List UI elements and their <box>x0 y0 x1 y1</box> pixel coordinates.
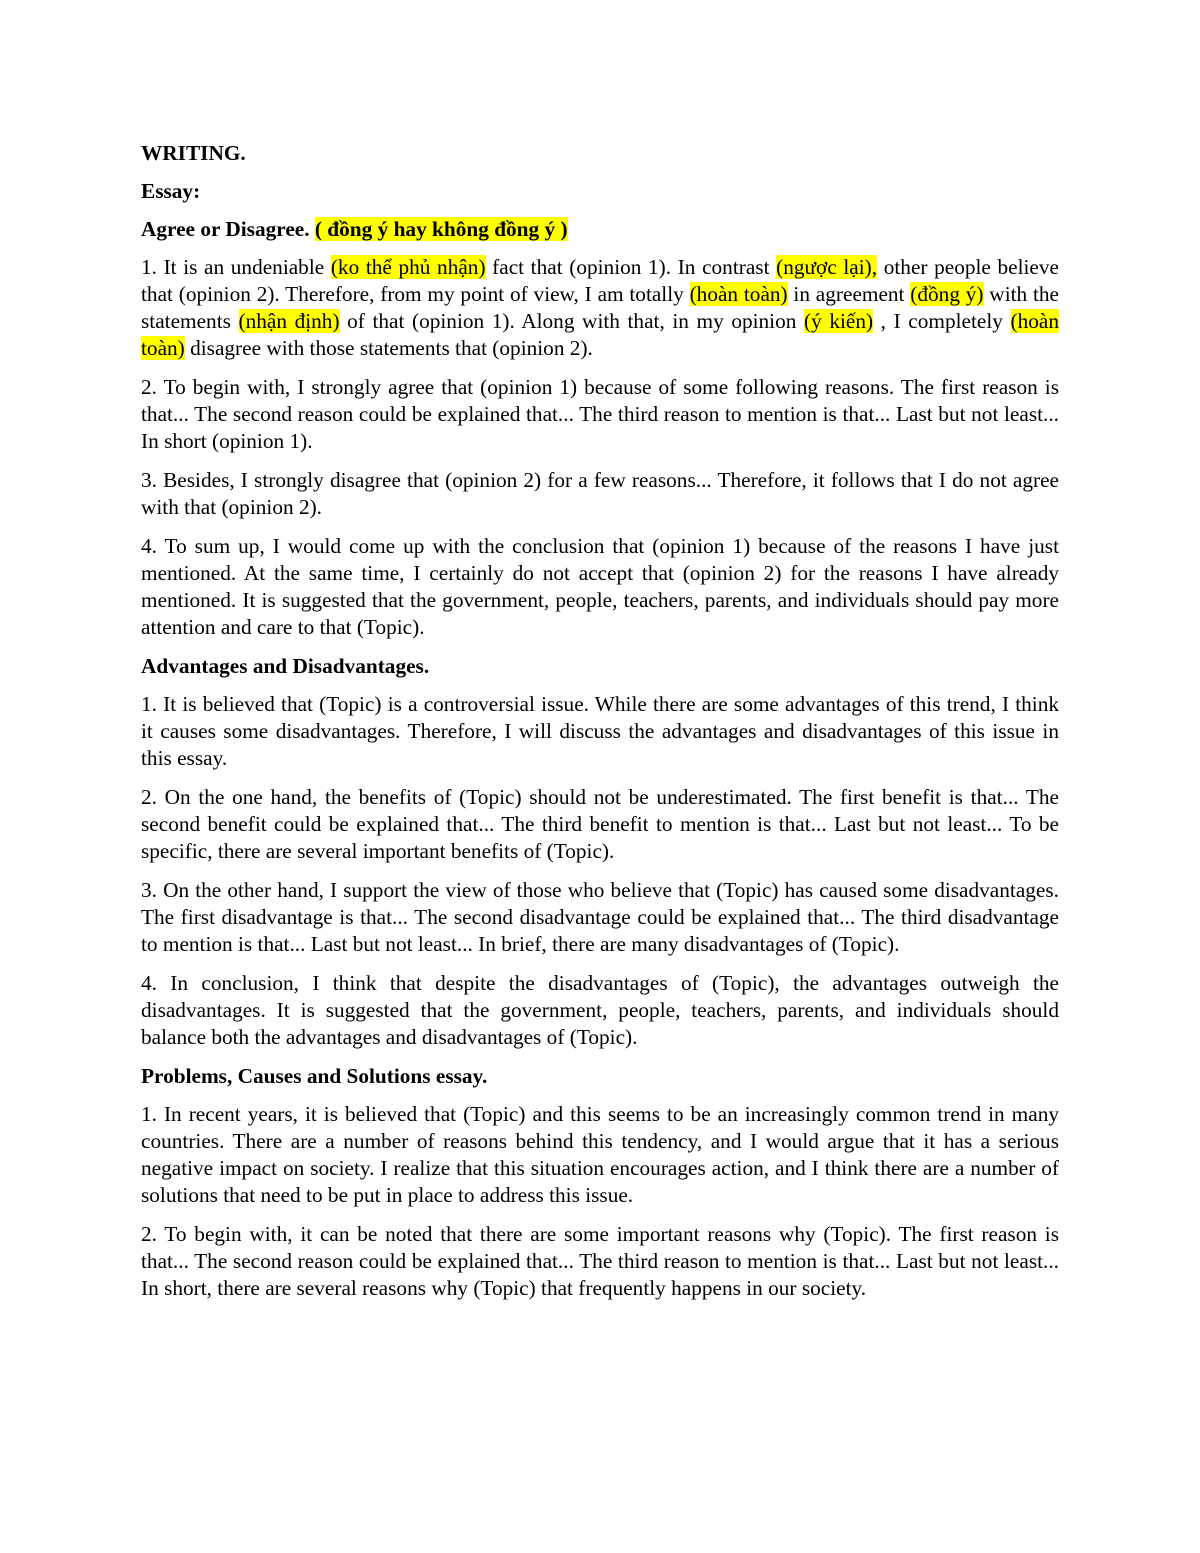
section-paragraph <box>141 374 1059 455</box>
section-heading-text: Problems, Causes and Solutions essay. <box>141 1064 488 1088</box>
paragraph-text: 2. To begin with, it can be noted that there are some important reasons why (Topic). The first reason is that... The second reason could be explained that... The third reason to mention is that... Last but not least... In short, there are several reasons why (Topic) that frequently happens in our society. <box>141 1222 1059 1300</box>
section-heading <box>141 216 1059 243</box>
essay-section <box>141 653 1059 1051</box>
section-heading-translation: ( đồng ý hay không đồng ý ) <box>314 217 568 241</box>
section-paragraph <box>141 533 1059 641</box>
paragraph-text: 3. On the other hand, I support the view of those who believe that (Topic) has caused some disadvantages. The first disadvantage is that... The second disadvantage could be explained that... The third disadvantage to mention is that... Last but not least... In brief, there are many disadvantages of (Topic). <box>141 878 1059 956</box>
paragraph-text: 3. Besides, I strongly disagree that (opinion 2) for a few reasons... Therefore, it follows that I do not agree with that (opinion 2). <box>141 468 1059 519</box>
highlighted-translation: (hoàn toàn) <box>689 282 788 306</box>
highlighted-translation: (đồng ý) <box>910 282 984 306</box>
paragraph-text: 1. It is believed that (Topic) is a controversial issue. While there are some advantages of this trend, I think it causes some disadvantages. Therefore, I will discuss the advantages and disadvantages of this issue in this essay. <box>141 692 1059 770</box>
paragraph-text: 2. To begin with, I strongly agree that (opinion 1) because of some following reasons. The first reason is that... The second reason could be explained that... The third reason to mention is that... Last but not least... In short (opinion 1). <box>141 375 1059 453</box>
document-body <box>141 140 1059 1314</box>
paragraph-text: 4. To sum up, I would come up with the conclusion that (opinion 1) because of the reasons I have just mentioned. At the same time, I certainly do not accept that (opinion 2) for the reasons I have already mentioned. It is suggested that the government, people, teachers, parents, and individuals should pay more attention and care to that (Topic). <box>141 534 1059 639</box>
essay-section <box>141 1063 1059 1302</box>
paragraph-text: 1. In recent years, it is believed that (Topic) and this seems to be an increasingly common trend in many countries. There are a number of reasons behind this tendency, and I would argue that it has a serious negative impact on society. I realize that this situation encourages action, and I think there are a number of solutions that need to be put in place to address this issue. <box>141 1102 1059 1207</box>
document-subtitle: Essay: <box>141 179 201 203</box>
section-paragraph <box>141 970 1059 1051</box>
highlighted-translation: (ngược lại), <box>776 255 878 279</box>
paragraph-text: disagree with those statements that (opinion 2). <box>184 336 593 360</box>
section-heading-text: Advantages and Disadvantages. <box>141 654 430 678</box>
essay-section <box>141 216 1059 641</box>
section-paragraph <box>141 1101 1059 1209</box>
section-heading <box>141 1063 1059 1090</box>
paragraph-text: of that (opinion 1). Along with that, in my opinion <box>339 309 804 333</box>
paragraph-text: in agreement <box>787 282 911 306</box>
highlighted-translation: (ý kiến) <box>804 309 874 333</box>
section-heading-text: Agree or Disagree. <box>141 217 315 241</box>
section-paragraph <box>141 254 1059 362</box>
paragraph-text: fact that (opinion 1). In contrast <box>485 255 777 279</box>
paragraph-text: 2. On the one hand, the benefits of (Topic) should not be underestimated. The first benefit is that... The second benefit could be explained that... The third benefit to mention is that... Last but not least... To be specific, there are several important benefits of (Topic). <box>141 785 1059 863</box>
document-title: WRITING. <box>141 141 246 165</box>
section-paragraph <box>141 691 1059 772</box>
highlighted-translation: (hoàn toàn) <box>141 309 1059 360</box>
section-paragraph <box>141 467 1059 521</box>
paragraph-text: other people believe that (opinion 2). Therefore, from my point of view, I am totally <box>141 255 1059 306</box>
paragraph-text: with the statements <box>141 282 1059 333</box>
section-paragraph <box>141 1221 1059 1302</box>
paragraph-text: , I completely <box>873 309 1011 333</box>
essay-sections <box>141 216 1059 1302</box>
paragraph-text: 1. It is an undeniable <box>141 255 331 279</box>
highlighted-translation: (ko thể phủ nhận) <box>330 255 486 279</box>
section-paragraph <box>141 877 1059 958</box>
paragraph-text: 4. In conclusion, I think that despite the disadvantages of (Topic), the advantages outweigh the disadvantages. It is suggested that the government, people, teachers, parents, and individuals should balance both the advantages and disadvantages of (Topic). <box>141 971 1059 1049</box>
section-paragraph <box>141 784 1059 865</box>
section-heading <box>141 653 1059 680</box>
highlighted-translation: (nhận định) <box>238 309 340 333</box>
